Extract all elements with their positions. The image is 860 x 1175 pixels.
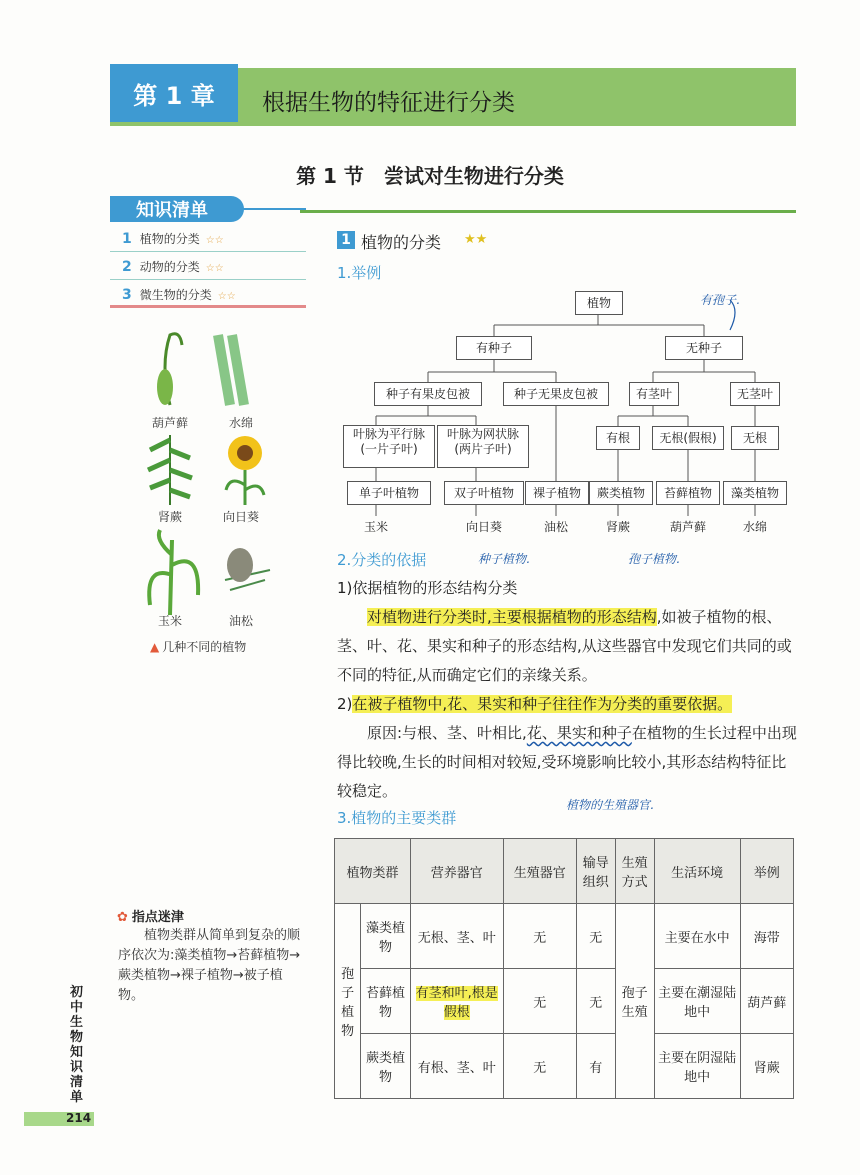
tree-node: 单子叶植物 — [347, 481, 431, 505]
tree-node: 蕨类植物 — [589, 481, 653, 505]
tip-heading: ✿ 指点迷津 — [117, 910, 184, 925]
paragraph-heading: 1)依据植物的形态结构分类 — [337, 579, 518, 597]
plant-label: 水绵 — [228, 416, 253, 430]
star-icon: ★★ — [464, 232, 488, 247]
divider — [110, 305, 306, 308]
tree-leaf: 油松 — [543, 520, 568, 534]
divider — [110, 251, 306, 252]
tree-node: 苔藓植物 — [656, 481, 720, 505]
side-label: 初中生物知识清单 — [70, 985, 84, 1105]
plant-illustrations — [140, 325, 310, 630]
topic-title: 植物的分类 — [361, 233, 442, 252]
fern-icon — [148, 435, 192, 505]
table-header: 植物类群 — [335, 839, 411, 904]
tree-node: 无种子 — [665, 336, 743, 360]
figure-caption: ▲ 几种不同的植物 — [150, 640, 247, 654]
plant-label: 油松 — [228, 614, 253, 628]
tree-leaf: 玉米 — [363, 520, 388, 534]
table-header: 举例 — [740, 839, 793, 904]
subheading: 3.植物的主要类群 — [337, 809, 457, 827]
handwritten-note: 植物的生殖器官. — [566, 798, 654, 812]
tree-node: 裸子植物 — [525, 481, 589, 505]
tree-node: 种子有果皮包被 — [374, 382, 482, 406]
plant-groups-table — [334, 838, 794, 1099]
tree-node: 叶脉为网状脉 (两片子叶) — [437, 425, 529, 468]
tree-node: 双子叶植物 — [444, 481, 524, 505]
handwritten-note: 孢子植物. — [628, 552, 680, 566]
spirogyra-icon — [218, 335, 244, 405]
plant-label: 向日葵 — [222, 510, 259, 524]
table-header: 生活环境 — [654, 839, 740, 904]
knowledge-item: 1 植物的分类 ☆☆ — [122, 231, 224, 247]
table-header: 生殖方式 — [615, 839, 654, 904]
tree-leaf: 向日葵 — [465, 520, 502, 534]
page-number: 214 — [66, 1111, 92, 1125]
table-header: 输导组织 — [576, 839, 615, 904]
pine-icon — [225, 548, 270, 590]
knowledge-item: 2 动物的分类 ☆☆ — [122, 259, 224, 275]
section-title: 第 1 节 尝试对生物进行分类 — [296, 164, 564, 188]
table-header: 生殖器官 — [503, 839, 576, 904]
handwritten-note: 种子植物. — [478, 552, 530, 566]
table-row: 蕨类植物 有根、茎、叶 无 有 主要在阴湿陆地中 肾蕨 — [335, 1034, 794, 1099]
method-cell: 孢子生殖 — [615, 904, 654, 1099]
knowledge-list-heading: 知识清单 — [110, 196, 244, 222]
tree-leaf: 肾蕨 — [605, 520, 630, 534]
tip-body: 植物类群从简单到复杂的顺序依次为:藻类植物→苔藓植物→蕨类植物→裸子植物→被子植物。 — [118, 928, 301, 1003]
plant-label: 玉米 — [157, 614, 182, 628]
tree-node: 藻类植物 — [723, 481, 787, 505]
tree-node: 无根 — [731, 426, 779, 450]
topic-badge: 1 — [337, 231, 355, 249]
subheading: 2.分类的依据 — [337, 551, 427, 569]
handwritten-note: 有孢子. — [700, 293, 740, 307]
tree-node: 有茎叶 — [629, 382, 679, 406]
tree-node: 种子无果皮包被 — [503, 382, 609, 406]
plant-label: 肾蕨 — [157, 510, 182, 524]
tree-node-root: 植物 — [575, 291, 623, 315]
paragraph: 原因:与根、茎、叶相比,花、果实和种子在植物的生长过程中出现得比较晚,生长的时间相对较短,受环境影响比较小,其形态结构特征比较稳定。 — [337, 724, 797, 800]
tree-leaf: 葫芦藓 — [669, 520, 706, 534]
divider — [300, 210, 796, 213]
group-cell: 孢子植物 — [335, 904, 361, 1099]
tree-node: 叶脉为平行脉 (一片子叶) — [343, 425, 435, 468]
divider — [110, 279, 306, 280]
moss-icon — [157, 334, 182, 405]
corn-icon — [149, 530, 198, 615]
table-row: 孢子植物 藻类植物 无根、茎、叶 无 无 孢子生殖 主要在水中 海带 — [335, 904, 794, 969]
tree-node: 无根(假根) — [652, 426, 724, 450]
table-row: 苔藓植物 有茎和叶,根是假根 无 无 主要在潮湿陆地中 葫芦藓 — [335, 969, 794, 1034]
tree-node: 无茎叶 — [730, 382, 780, 406]
plant-label: 葫芦藓 — [151, 416, 188, 430]
table-header: 营养器官 — [410, 839, 503, 904]
knowledge-item: 3 微生物的分类 ☆☆ — [122, 287, 236, 303]
chapter-title: 根据生物的特征进行分类 — [262, 90, 515, 116]
subheading: 1.举例 — [337, 264, 382, 282]
tree-leaf: 水绵 — [742, 520, 767, 534]
tree-node: 有根 — [596, 426, 640, 450]
chapter-label: 第 1 章 — [110, 64, 238, 122]
paragraph: 2)在被子植物中,花、果实和种子往往作为分类的重要依据。 — [337, 695, 733, 713]
paragraph: 对植物进行分类时,主要根据植物的形态结构,如被子植物的根、茎、叶、花、果实和种子的形态结构,从这些器官中发现它们共同的或不同的特征,从而确定它们的亲缘关系。 — [337, 608, 792, 684]
tree-node: 有种子 — [456, 336, 532, 360]
sunflower-icon — [226, 436, 264, 505]
